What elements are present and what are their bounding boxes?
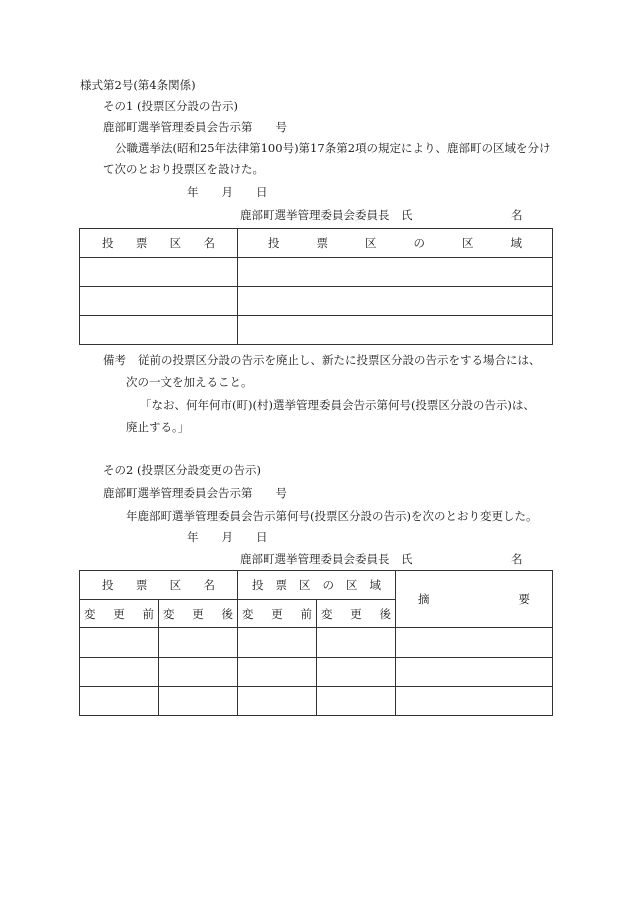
table-row bbox=[80, 316, 553, 345]
part2-header-summary-label-char: 摘 bbox=[418, 592, 430, 606]
part1-date: 年 月 日 bbox=[187, 185, 268, 199]
part1-signer: 鹿部町選挙管理委員会委員長 氏 bbox=[240, 208, 413, 222]
table-cell[interactable] bbox=[396, 687, 553, 716]
part2-signer: 鹿部町選挙管理委員会委員長 氏 bbox=[240, 552, 413, 566]
table-cell[interactable] bbox=[317, 687, 396, 716]
part2-header-district-name-label-char: 区 bbox=[169, 578, 182, 592]
part2-subheader-after-label bbox=[317, 606, 395, 622]
part2-subheader-before-label-char: 更 bbox=[113, 606, 125, 621]
part1-body-line1: 公職選挙法(昭和25年法律第100号)第17条第2項の規定により、鹿部町の区域を分け bbox=[115, 141, 551, 155]
part2-table bbox=[79, 570, 553, 716]
part2-header-summary-label-char: 要 bbox=[518, 592, 530, 606]
table-cell[interactable] bbox=[396, 628, 553, 658]
part1-header-district-name-label-char: 名 bbox=[203, 236, 215, 250]
part1-header-district-name-label bbox=[80, 235, 237, 251]
remark-quote-line2: 廃止する。」 bbox=[126, 420, 190, 434]
table-cell[interactable] bbox=[80, 316, 238, 345]
part2-header-district-area-label-char: 票 bbox=[275, 578, 287, 592]
part2-signer-name-mark: 名 bbox=[511, 552, 523, 566]
part2-subheader-after-label-char: 変 bbox=[321, 606, 333, 621]
remark-line2: 次の一文を加えること。 bbox=[126, 375, 253, 389]
part2-subheader-after-label-char: 更 bbox=[350, 606, 362, 621]
part2-subheader-after bbox=[317, 600, 396, 628]
table-cell[interactable] bbox=[80, 687, 159, 716]
part2-notice-number: 鹿部町選挙管理委員会告示第 号 bbox=[103, 486, 287, 500]
table-cell[interactable] bbox=[159, 628, 238, 658]
part1-header-district-name bbox=[80, 229, 238, 258]
part1-signer-name-mark: 名 bbox=[511, 208, 523, 222]
part2-header-district-area-label bbox=[238, 577, 395, 593]
part2-subheader-before-label-char: 変 bbox=[242, 606, 254, 621]
part1-header-district-name-label-char: 投 bbox=[102, 236, 114, 250]
part1-body-line2: て次のとおり投票区を設けた。 bbox=[103, 162, 264, 176]
part2-header-district-area-label-char: 区 bbox=[346, 578, 358, 592]
part2-subheader-after-label bbox=[159, 606, 237, 622]
table-cell[interactable] bbox=[396, 658, 553, 687]
part2-header-district-name bbox=[80, 571, 238, 600]
remark-line1: 従前の投票区分設の告示を廃止し、新たに投票区分設の告示をする場合には、 bbox=[138, 353, 541, 367]
part1-header-district-area-label-char: 区 bbox=[462, 236, 474, 250]
part1-heading: その1 (投票区分設の告示) bbox=[103, 99, 238, 113]
part2-heading: その2 (投票区分設変更の告示) bbox=[103, 463, 261, 477]
remark-label: 備考 bbox=[103, 353, 126, 367]
part1-table bbox=[79, 228, 553, 345]
table-cell[interactable] bbox=[80, 287, 238, 316]
part1-notice-number: 鹿部町選挙管理委員会告示第 号 bbox=[103, 120, 287, 134]
part2-subheader-before-label-char: 前 bbox=[142, 606, 154, 621]
part2-subheader-before-label-char: 更 bbox=[271, 606, 283, 621]
part2-subheader-before-label bbox=[80, 606, 158, 622]
part2-table-header-row bbox=[80, 571, 553, 600]
table-cell[interactable] bbox=[80, 258, 238, 287]
table-cell[interactable] bbox=[80, 658, 159, 687]
form-number: 様式第2号(第4条関係) bbox=[80, 78, 196, 92]
part1-header-district-area-label-char: の bbox=[413, 236, 425, 250]
table-cell[interactable] bbox=[159, 658, 238, 687]
part2-subheader-after-label-char: 更 bbox=[192, 606, 204, 621]
part1-header-district-area-label bbox=[238, 235, 552, 251]
part2-body-line1: 年鹿部町選挙管理委員会告示第何号(投票区分設の告示)を次のとおり変更した。 bbox=[126, 509, 538, 523]
part2-subheader-after-label-char: 後 bbox=[379, 606, 391, 621]
table-row bbox=[80, 258, 553, 287]
part2-header-district-area-label-char: の bbox=[322, 578, 334, 592]
part2-subheader-after-label-char: 後 bbox=[221, 606, 233, 621]
table-cell[interactable] bbox=[238, 287, 553, 316]
table-row bbox=[80, 287, 553, 316]
table-cell[interactable] bbox=[317, 628, 396, 658]
part1-header-district-area-label-char: 票 bbox=[316, 236, 328, 250]
part1-header-district-name-label-char: 票 bbox=[135, 236, 148, 250]
table-cell[interactable] bbox=[238, 687, 317, 716]
part2-subheader-after bbox=[159, 600, 238, 628]
part2-header-district-area bbox=[238, 571, 396, 600]
part2-header-district-area-label-char: 投 bbox=[252, 578, 264, 592]
part1-header-district-area-label-char: 投 bbox=[268, 236, 280, 250]
table-cell[interactable] bbox=[238, 628, 317, 658]
table-cell[interactable] bbox=[80, 628, 159, 658]
part2-header-district-name-label-char: 投 bbox=[102, 578, 114, 592]
part2-header-summary-label bbox=[396, 591, 552, 607]
part2-subheader-before bbox=[238, 600, 317, 628]
part2-subheader-after-label-char: 変 bbox=[163, 606, 175, 621]
part2-header-district-name-label-char: 票 bbox=[135, 578, 148, 592]
part2-header-summary bbox=[396, 571, 553, 628]
part1-header-district-area bbox=[238, 229, 553, 258]
part2-header-district-name-label bbox=[80, 577, 237, 593]
part2-header-district-area-label-char: 区 bbox=[299, 578, 311, 592]
part2-date: 年 月 日 bbox=[187, 530, 268, 544]
table-row bbox=[80, 628, 553, 658]
table-cell[interactable] bbox=[159, 687, 238, 716]
table-row bbox=[80, 658, 553, 687]
part1-header-district-name-label-char: 区 bbox=[169, 236, 182, 250]
part1-header-district-area-label-char: 区 bbox=[365, 236, 377, 250]
table-cell[interactable] bbox=[317, 658, 396, 687]
remark-quote-line1: 「なお、何年何市(町)(村)選挙管理委員会告示第何号(投票区分設の告示)は、 bbox=[140, 398, 535, 412]
table-row bbox=[80, 687, 553, 716]
part2-subheader-before bbox=[80, 600, 159, 628]
part2-subheader-before-label bbox=[238, 606, 316, 622]
part2-header-district-area-label-char: 域 bbox=[369, 578, 381, 592]
table-cell[interactable] bbox=[238, 658, 317, 687]
part2-subheader-before-label-char: 変 bbox=[84, 606, 96, 621]
part1-table-header-row bbox=[80, 229, 553, 258]
table-cell[interactable] bbox=[238, 316, 553, 345]
part2-header-district-name-label-char: 名 bbox=[203, 578, 215, 592]
part2-subheader-before-label-char: 前 bbox=[300, 606, 312, 621]
part1-header-district-area-label-char: 域 bbox=[510, 236, 522, 250]
table-cell[interactable] bbox=[238, 258, 553, 287]
